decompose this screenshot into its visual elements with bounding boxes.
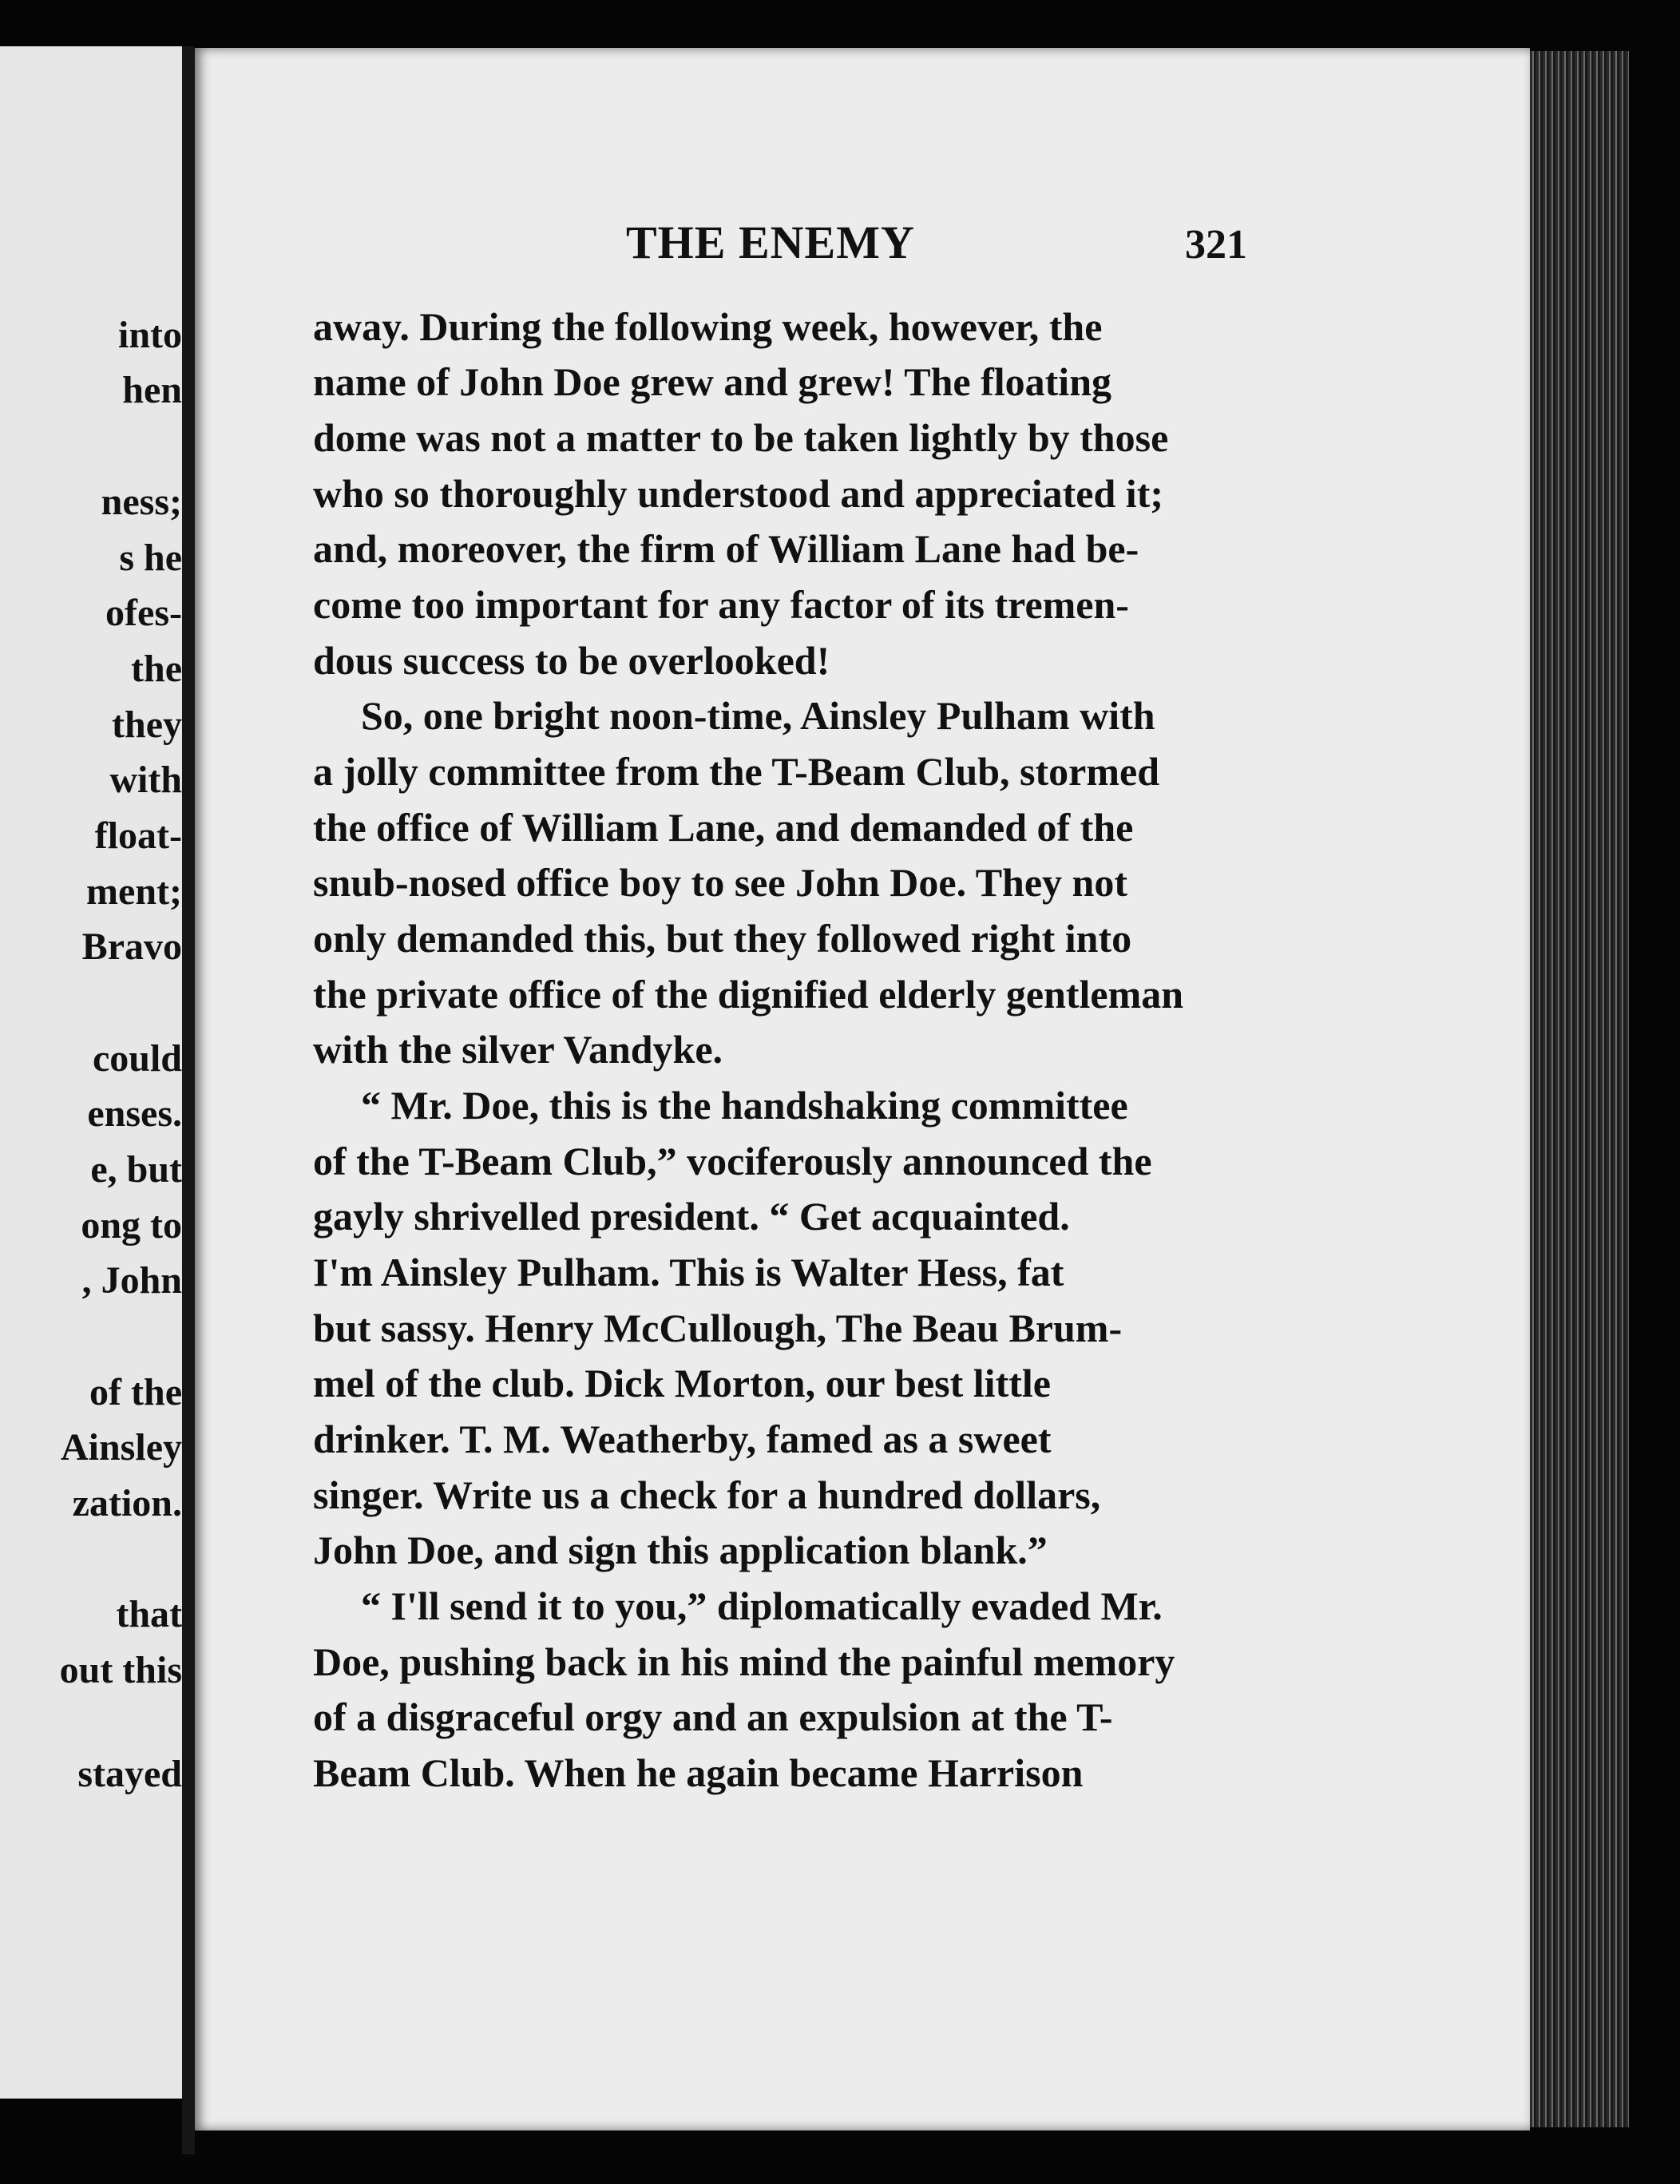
- text-line: of a disgraceful orgy and an expulsion at the T-: [313, 1694, 1113, 1739]
- left-page-line: the: [131, 648, 182, 690]
- text-line: but sassy. Henry McCullough, The Beau Brum-: [313, 1306, 1123, 1350]
- text-line: the office of William Lane, and demanded of the: [313, 805, 1134, 850]
- text-line: dous success to be overlooked!: [313, 638, 830, 683]
- text-line: Beam Club. When he again became Harrison: [313, 1750, 1084, 1795]
- left-page-line: float-: [94, 815, 182, 857]
- running-head: THE ENEMY: [626, 216, 915, 268]
- text-line: come too important for any factor of its tremen-: [313, 582, 1129, 627]
- left-page-fragment: [0, 46, 182, 2099]
- text-line: dome was not a matter to be taken lightly by those: [313, 415, 1169, 460]
- book-gutter: [182, 46, 195, 2154]
- left-page-line: zation.: [72, 1482, 182, 1524]
- left-page-line: out this: [59, 1649, 182, 1691]
- text-line: mel of the club. Dick Morton, our best little: [313, 1361, 1051, 1405]
- text-line: only demanded this, but they followed right into: [313, 916, 1132, 961]
- left-page-line: with: [109, 759, 182, 801]
- left-page-line: could: [92, 1037, 182, 1080]
- left-page-line: , John: [81, 1259, 182, 1302]
- text-line: with the silver Vandyke.: [313, 1027, 723, 1072]
- left-page-line: Ainsley: [60, 1426, 182, 1469]
- text-line: “ Mr. Doe, this is the handshaking committee: [361, 1083, 1128, 1128]
- text-line: away. During the following week, however, the: [313, 304, 1103, 349]
- left-page-line: ofes-: [105, 592, 182, 634]
- page-edges: [1530, 51, 1629, 2127]
- text-line: name of John Doe grew and grew! The floating: [313, 359, 1111, 404]
- text-line: John Doe, and sign this application blank.”: [313, 1528, 1048, 1572]
- text-line: drinker. T. M. Weatherby, famed as a sweet: [313, 1417, 1052, 1461]
- text-line: and, moreover, the firm of William Lane had be-: [313, 526, 1139, 571]
- page-number: 321: [1185, 222, 1247, 268]
- left-page-line: Bravo: [81, 926, 182, 968]
- left-page-line: hen: [122, 369, 182, 411]
- text-line: who so thoroughly understood and appreciated it;: [313, 471, 1163, 516]
- text-line: singer. Write us a check for a hundred dollars,: [313, 1473, 1101, 1517]
- text-line: So, one bright noon-time, Ainsley Pulham with: [361, 693, 1155, 738]
- left-page-line: they: [112, 704, 182, 746]
- left-page-line: of the: [89, 1371, 182, 1413]
- left-page-line: stayed: [77, 1753, 182, 1795]
- text-line: “ I'll send it to you,” diplomatically evaded Mr.: [361, 1583, 1163, 1628]
- text-line: of the T-Beam Club,” vociferously announced the: [313, 1139, 1152, 1183]
- text-line: the private office of the dignified elderly gentleman: [313, 972, 1184, 1017]
- left-page-line: that: [116, 1593, 182, 1635]
- text-line: a jolly committee from the T-Beam Club, stormed: [313, 749, 1160, 794]
- text-line: snub-nosed office boy to see John Doe. They not: [313, 860, 1127, 905]
- left-page-line: s he: [119, 537, 182, 579]
- left-page-line: ness;: [101, 481, 182, 523]
- left-page-line: ment;: [86, 870, 182, 913]
- text-line: gayly shrivelled president. “ Get acquainted.: [313, 1194, 1070, 1239]
- left-page-line: into: [117, 314, 182, 356]
- left-page-line: enses.: [87, 1092, 182, 1135]
- left-page-line: ong to: [81, 1204, 182, 1247]
- text-line: I'm Ainsley Pulham. This is Walter Hess, fat: [313, 1250, 1064, 1294]
- left-page-line: e, but: [90, 1148, 182, 1191]
- text-line: Doe, pushing back in his mind the painful memory: [313, 1639, 1175, 1684]
